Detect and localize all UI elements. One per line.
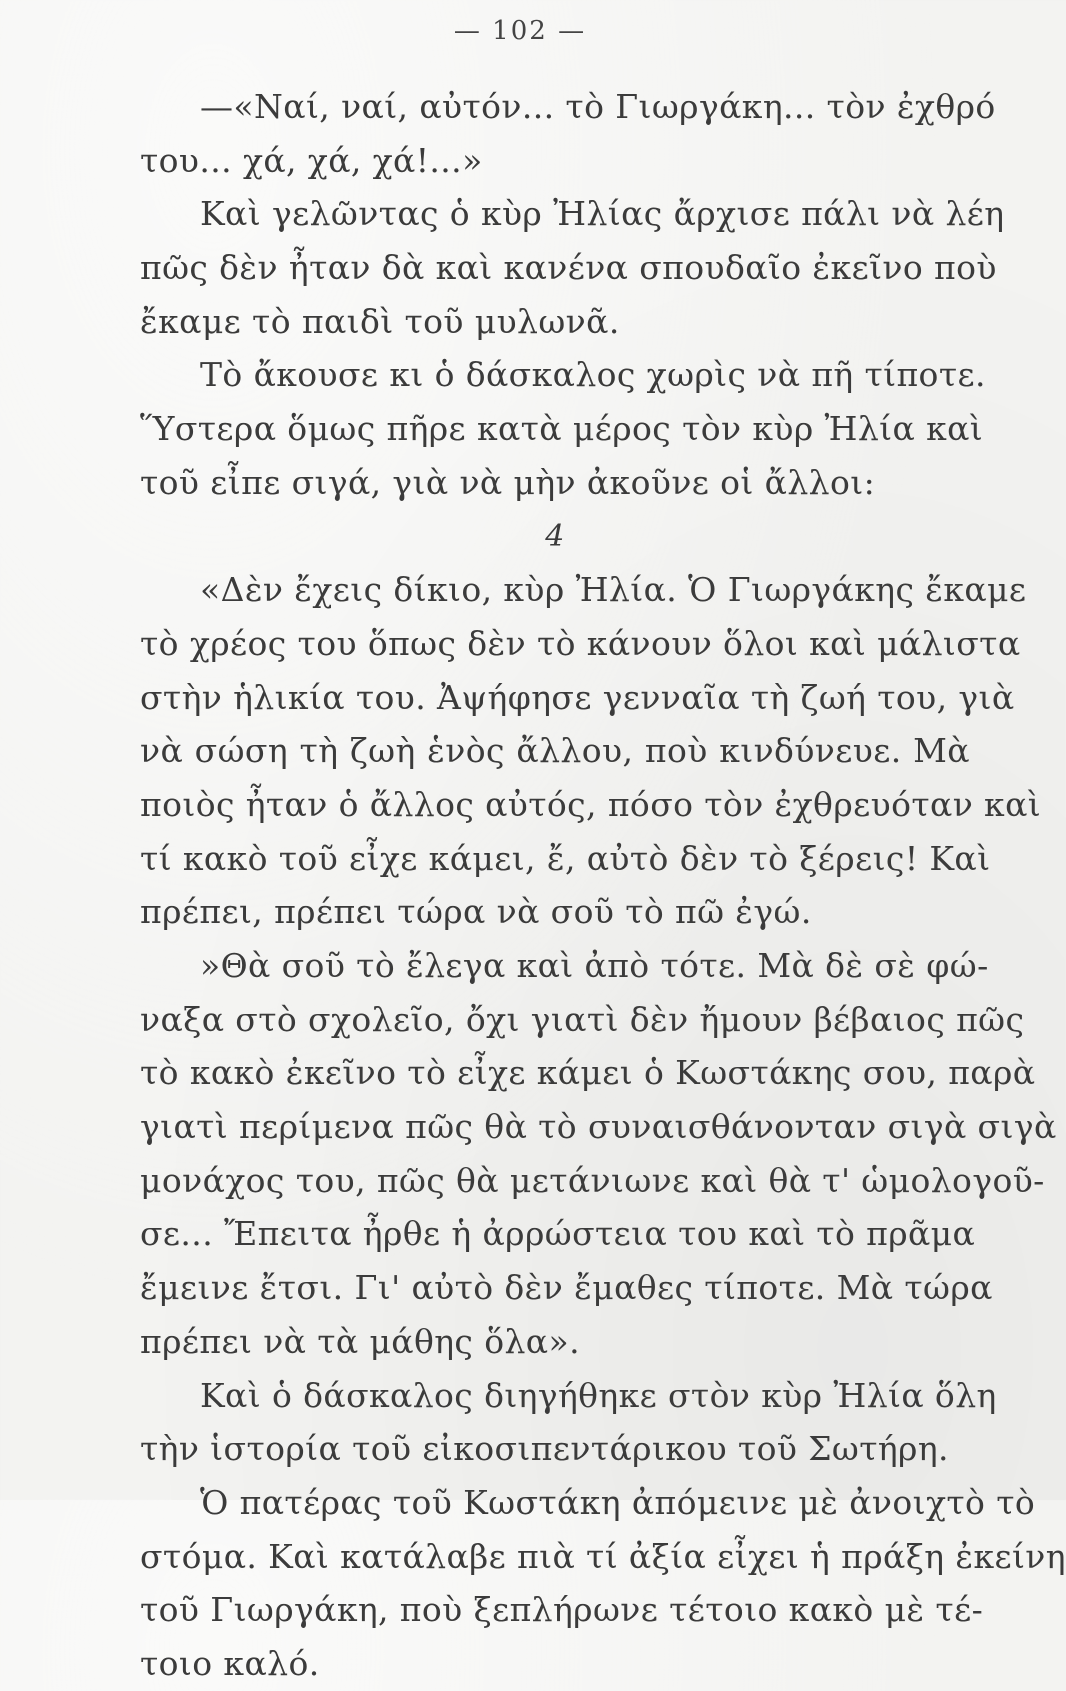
text-line: ναξα στὸ σχολεῖο, ὄχι γιατὶ δὲν ἤμουν βέβαιος πῶς [140,999,1025,1039]
text-line: —«Ναί, ναί, αὐτόν... τὸ Γιωργάκη... τὸν ἐχθρό [200,87,996,126]
text-line: Ὕστερα ὅμως πῆρε κατὰ μέρος τὸν κὺρ Ἠλία καὶ [140,409,984,449]
text-line: στόμα. Καὶ κατάλαβε πιὰ τί ἀξία εἶχει ἡ πράξη ἐκείνη [140,1536,1066,1576]
text-line: νὰ σώση τὴ ζωὴ ἑνὸς ἄλλου, ποὺ κινδύνευε. Μὰ [140,731,970,771]
page-number: — 102 — [453,16,587,46]
text-line: τοιο καλό. [140,1643,320,1683]
text-line: γιατὶ περίμενα πῶς θὰ τὸ συναισθάνονταν σιγὰ σιγὰ [140,1107,1057,1147]
page-text [140,80,1066,1691]
text-line: πρέπει, πρέπει τώρα νὰ σοῦ τὸ πῶ ἐγώ. [140,892,812,932]
text-line: πῶς δὲν ἦταν δὰ καὶ κανένα σπουδαῖο ἐκεῖνο ποὺ [140,248,997,288]
text-line: τοῦ Γιωργάκη, ποὺ ξεπλήρωνε τέτοιο κακὸ μὲ τέ- [140,1590,984,1630]
text-line: »Θὰ σοῦ τὸ ἔλεγα καὶ ἀπὸ τότε. Μὰ δὲ σὲ φώ- [200,946,989,985]
text-line: ἔμεινε ἔτσι. Γι' αὐτὸ δὲν ἔμαθες τίποτε. Μὰ τώρα [140,1268,993,1308]
section-number: 4 [545,518,565,554]
text-line: «Δὲν ἔχεις δίκιο, κὺρ Ἠλία. Ὁ Γιωργάκης ἔκαμε [200,570,1027,610]
text-line: ποιὸς ἦταν ὁ ἄλλος αὐτός, πόσο τὸν ἐχθρευόταν καὶ [140,784,1042,824]
text-line: μονάχος του, πῶς θὰ μετάνιωνε καὶ θὰ τ' ὡμολογοῦ- [140,1160,1045,1200]
text-line: τί κακὸ τοῦ εἶχε κάμει, ἔ, αὐτὸ δὲν τὸ ξέρεις! Καὶ [140,838,991,878]
text-line: τοῦ εἶπε σιγά, γιὰ νὰ μὴν ἀκοῦνε οἱ ἄλλοι: [140,462,876,502]
text-line: στὴν ἡλικία του. Ἀψήφησε γενναῖα τὴ ζωή του, γιὰ [140,677,1015,717]
text-line: Καὶ ὁ δάσκαλος διηγήθηκε στὸν κὺρ Ἠλία ὅλη [200,1375,997,1415]
text-line: ἔκαμε τὸ παιδὶ τοῦ μυλωνᾶ. [140,301,620,341]
text-line: πρέπει νὰ τὰ μάθης ὅλα». [140,1321,580,1361]
text-line: Ὁ πατέρας τοῦ Κωστάκη ἀπόμεινε μὲ ἀνοιχτὸ τὸ [200,1482,1036,1522]
text-line: του... χά, χά, χά!...» [140,140,483,180]
text-line: τὸ κακὸ ἐκεῖνο τὸ εἶχε κάμει ὁ Κωστάκης σου, παρὰ [140,1053,1036,1093]
text-line: τὴν ἱστορία τοῦ εἰκοσιπεντάρικου τοῦ Σωτήρη. [140,1429,949,1469]
text-line: σε... Ἔπειτα ἦρθε ἡ ἀρρώστεια του καὶ τὸ πρᾶμα [140,1214,976,1254]
text-line: τὸ χρέος του ὅπως δὲν τὸ κάνουν ὅλοι καὶ μάλιστα [140,623,1021,663]
text-line: Καὶ γελῶντας ὁ κὺρ Ἠλίας ἄρχισε πάλι νὰ λέη [200,194,1005,234]
text-line: Τὸ ἄκουσε κι ὁ δάσκαλος χωρὶς νὰ πῆ τίποτε. [200,355,986,395]
